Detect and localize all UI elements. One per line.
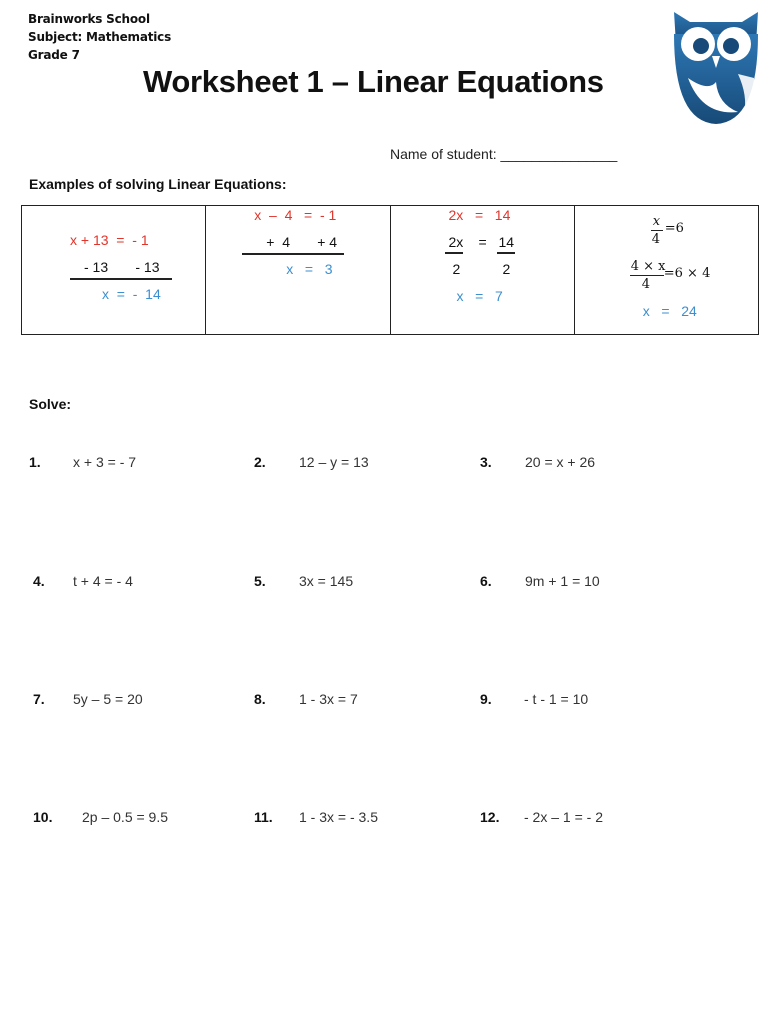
problem-12-number: 12. (480, 809, 500, 825)
example-4-answer: x = 24 (642, 303, 697, 319)
example-3-rhs: 14 (498, 234, 515, 250)
problem-1-equation: x + 3 = - 7 (73, 454, 137, 470)
problem-10-equation: 2p – 0.5 = 9.5 (82, 809, 169, 825)
page-title: Worksheet 1 – Linear Equations (143, 64, 604, 99)
example-3-equals: = (478, 234, 487, 250)
problem-8-equation: 1 - 3x = 7 (299, 691, 358, 707)
example-cell-3 (390, 206, 574, 335)
example-4-numerator-1: x (652, 214, 661, 229)
solve-heading: Solve: (29, 396, 72, 412)
problem-9-number: 9. (480, 691, 492, 707)
student-name-field: Name of student: _______________ (390, 146, 618, 162)
example-1-equation: x + 13 = - 1 (70, 232, 149, 248)
example-cell-2 (206, 206, 390, 335)
example-4-denominator-1: 4 (651, 232, 661, 247)
problem-3-number: 3. (480, 454, 492, 470)
example-2-underline (242, 253, 344, 255)
examples-table (21, 205, 759, 335)
example-cell-1 (22, 206, 206, 335)
problem-1-number: 1. (29, 454, 41, 470)
problem-11-equation: 1 - 3x = - 3.5 (299, 809, 378, 825)
problem-4-number: 4. (33, 573, 45, 589)
example-4-fraction-bar-1 (651, 230, 663, 231)
problem-8-number: 8. (254, 691, 266, 707)
example-1-underline (70, 278, 172, 280)
example-4-denominator-2: 4 (641, 277, 651, 292)
example-4-fraction-bar-2 (630, 275, 664, 276)
example-4-rhs-2: =6 × 4 (663, 266, 711, 281)
example-3-den-right: 2 (502, 261, 511, 277)
examples-heading: Examples of solving Linear Equations: (29, 176, 287, 192)
example-cell-4 (574, 206, 758, 335)
problem-4-equation: t + 4 = - 4 (73, 573, 133, 589)
example-4-rhs-1: =6 (664, 221, 684, 236)
problem-9-equation: - t - 1 = 10 (524, 691, 589, 707)
school-name: Brainworks School (28, 12, 150, 26)
example-3-fraction-bar-left (445, 252, 463, 254)
example-3-den-left: 2 (452, 261, 461, 277)
problem-3-equation: 20 = x + 26 (525, 454, 596, 470)
problem-7-equation: 5y – 5 = 20 (73, 691, 143, 707)
example-2-step: + 4 + 4 (266, 234, 338, 250)
problem-12-equation: - 2x – 1 = - 2 (524, 809, 603, 825)
example-1-answer: x = - 14 (102, 286, 161, 302)
example-3-lhs: 2x (448, 234, 464, 250)
example-2-answer: x = 3 (286, 261, 333, 277)
example-2-equation: x – 4 = - 1 (254, 207, 337, 223)
problem-7-number: 7. (33, 691, 45, 707)
problem-2-equation: 12 – y = 13 (299, 454, 369, 470)
example-4-numerator-2: 4 × x (630, 259, 666, 274)
problem-10-number: 10. (33, 809, 53, 825)
example-3-fraction-bar-right (497, 252, 515, 254)
example-3-answer: x = 7 (456, 288, 503, 304)
owl-logo-icon (668, 4, 764, 128)
problem-6-equation: 9m + 1 = 10 (525, 573, 600, 589)
problem-2-number: 2. (254, 454, 266, 470)
problem-5-number: 5. (254, 573, 266, 589)
grade-line: Grade 7 (28, 48, 80, 62)
example-3-equation: 2x = 14 (448, 207, 511, 223)
example-1-step: - 13 - 13 (84, 259, 160, 275)
problem-11-number: 11. (254, 809, 273, 825)
subject-line: Subject: Mathematics (28, 30, 172, 44)
problem-5-equation: 3x = 145 (299, 573, 354, 589)
problem-6-number: 6. (480, 573, 492, 589)
